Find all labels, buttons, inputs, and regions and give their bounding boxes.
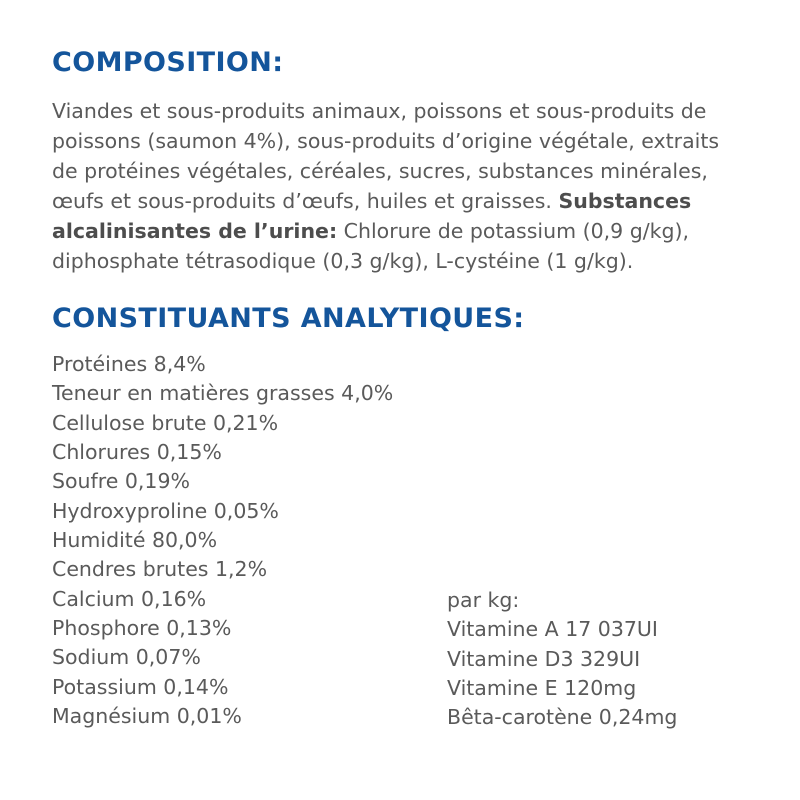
analytical-constituents-heading: CONSTITUANTS ANALYTIQUES: bbox=[52, 303, 525, 335]
list-item: Soufre 0,19% bbox=[52, 469, 190, 494]
list-item: Teneur en matières grasses 4,0% bbox=[52, 381, 394, 406]
composition-text-part-1: Viandes et sous-produits animaux, poissons et sous-produits de poissons (saumon 4%), sous-produits d’origine végétale, extraits de protéines végétales, céréales, sucres, substances minérales, œufs et sous-produits d’œufs, huiles et graisses. bbox=[52, 98, 720, 214]
list-item: Sodium 0,07% bbox=[52, 645, 201, 670]
list-item: Cellulose brute 0,21% bbox=[52, 410, 279, 435]
list-item: Vitamine E 120mg bbox=[447, 676, 637, 701]
list-item: Vitamine D3 329UI bbox=[447, 646, 641, 671]
list-item: Cendres brutes 1,2% bbox=[52, 557, 268, 582]
list-item: Vitamine A 17 037UI bbox=[447, 617, 658, 642]
list-item: Chlorures 0,15% bbox=[52, 440, 222, 465]
list-item: Hydroxyproline 0,05% bbox=[52, 498, 279, 523]
list-item: Magnésium 0,01% bbox=[52, 703, 242, 728]
composition-bold-label: Substances alcalinisantes de l’urine: bbox=[52, 189, 692, 244]
list-item: Bêta-carotène 0,24mg bbox=[447, 705, 678, 730]
per-kg-block bbox=[447, 586, 677, 733]
list-item: Phosphore 0,13% bbox=[52, 615, 232, 640]
composition-heading: COMPOSITION: bbox=[52, 47, 284, 78]
per-kg-label: par kg: bbox=[447, 588, 520, 613]
composition-text bbox=[52, 96, 748, 277]
analytical-constituents-columns bbox=[52, 350, 748, 731]
list-item: Humidité 80,0% bbox=[52, 528, 218, 552]
nutrients-column bbox=[52, 350, 447, 731]
list-item: Protéines 8,4% bbox=[52, 352, 206, 377]
list-item: Potassium 0,14% bbox=[52, 674, 229, 699]
list-item: Calcium 0,16% bbox=[52, 586, 207, 611]
vitamins-column bbox=[447, 350, 748, 731]
composition-text-part-2: Chlorure de potassium (0,9 g/kg), diphosphate tétrasodique (0,3 g/kg), L-cystéine (1 g/kg). bbox=[52, 219, 690, 274]
